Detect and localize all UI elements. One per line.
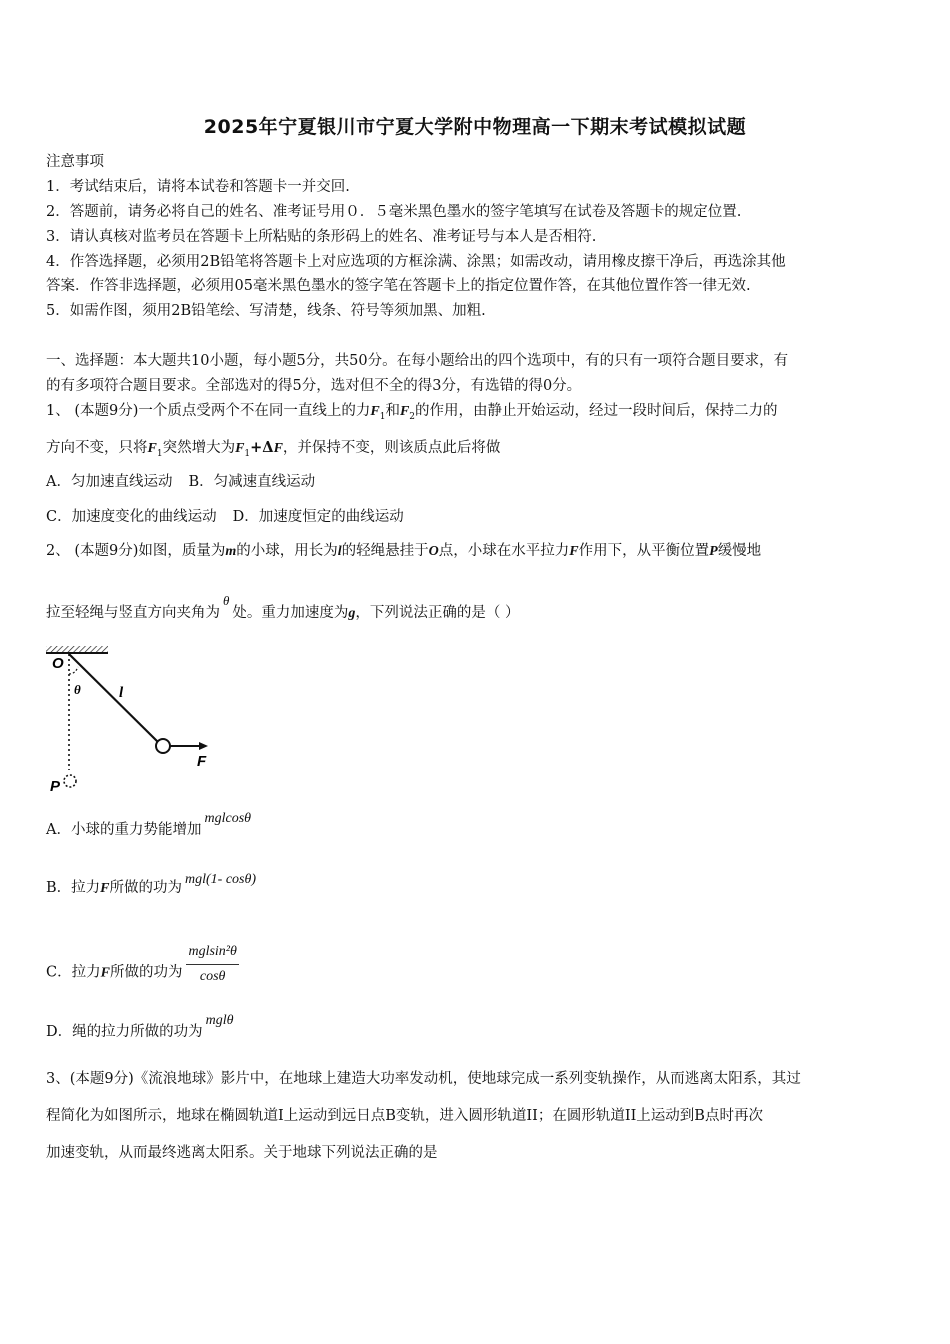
section-intro: 一、选择题：本大题共10小题，每小题5分，共50分。在每小题给出的四个选项中，有的只有一项符合题目要求，有 (46, 353, 789, 369)
q1-option-d[interactable]: D．加速度恒定的曲线运动 (232, 509, 404, 525)
ceiling-hatch (46, 646, 108, 653)
p-label: P (50, 778, 61, 795)
q2-option-d[interactable]: D．绳的拉力所做的功为mglθ (46, 1013, 234, 1040)
notice-item: 2．答题前，请务必将自己的姓名、准考证号用０．５毫米黑色墨水的签字笔填写在试卷及答题卡的规定位置. (46, 204, 742, 220)
q1-option-c[interactable]: C．加速度变化的曲线运动 (46, 509, 217, 525)
optc-denominator: cosθ (199, 969, 226, 984)
o-label: O (52, 655, 64, 672)
force-arrow-head (199, 742, 208, 750)
q1-options-ab (46, 472, 315, 492)
rope-line (69, 654, 162, 746)
notice-heading: 注意事项 (46, 154, 104, 170)
angle-arc (69, 667, 78, 674)
notice-item: 4．作答选择题，必须用2B铅笔将答题卡上对应选项的方框涂满、涂黑；如需改动，请用橡皮擦干净后，再选涂其他 (46, 254, 786, 270)
notice-item: 答案．作答非选择题，必须用05毫米黑色墨水的签字笔在答题卡上的指定位置作答，在其他位置作答一律无效. (46, 278, 751, 294)
q1-option-a[interactable]: A．匀加速直线运动 (46, 474, 173, 490)
notice-item: 5．如需作图，须用2B铅笔绘、写清楚，线条、符号等须加黑、加粗. (46, 303, 486, 319)
l-label: l (119, 685, 124, 701)
q2-stem-line1: 2、 (本题9分)如图，质量为m的小球，用长为l的轻绳悬挂于O点，小球在水平拉力F作用下，从平衡位置P缓慢地 (46, 543, 762, 559)
equilibrium-ball (64, 775, 76, 787)
q3-stem-line1: 3、(本题9分)《流浪地球》影片中，在地球上建造大功率发动机，使地球完成一系列变轨操作，从而逃离太阳系，其过 (46, 1071, 801, 1087)
q1-option-b[interactable]: B．匀减速直线运动 (188, 474, 316, 490)
theta-label: θ (74, 682, 81, 697)
notice-item: 1．考试结束后，请将本试卷和答题卡一并交回. (46, 179, 350, 195)
f-label: F (197, 753, 207, 770)
q2-stem-line2: 拉至轻绳与竖直方向夹角为θ处。重力加速度为g，下列说法正确的是（ ） (46, 593, 520, 621)
q1-stem-line2: 方向不变，只将$F_1$突然增大为$F_1+\Delta F$，并保持不变，则该质点此后将做 (46, 439, 501, 459)
notice-item: 3．请认真核对监考员在答题卡上所粘贴的条形码上的姓名、准考证号与本人是否相符. (46, 229, 597, 245)
q3-stem-line2: 程简化为如图所示，地球在椭圆轨道I上运动到远日点B变轨，进入圆形轨道II；在圆形轨道II上运动到B点时再次 (46, 1108, 763, 1124)
page-title: 2025年宁夏银川市宁夏大学附中物理高一下期末考试模拟试题 (203, 116, 747, 138)
q1-options-cd (46, 507, 404, 527)
optc-numerator: mglsin²θ (186, 942, 238, 965)
q2-option-c[interactable]: C．拉力F所做的功为 $\frac{\text{mglsin²θ}}{\cos\theta}$ (46, 950, 239, 995)
pendulum-figure (40, 640, 220, 800)
ball (156, 739, 170, 753)
q3-stem-line3: 加速变轨，从而最终逃离太阳系。关于地球下列说法正确的是 (46, 1145, 438, 1161)
q2-option-a[interactable]: A．小球的重力势能增加mglcosθ (46, 811, 252, 838)
q1-stem-line1: 1、 (本题9分)一个质点受两个不在同一直线上的力$F_1$和$F_2$的作用，由静止开始运动，经过一段时间后，保持二力的 (46, 403, 778, 422)
section-intro: 的有多项符合题目要求。全部选对的得5分，选对但不全的得3分，有选错的得0分。 (46, 378, 582, 394)
q2-option-b[interactable]: B．拉力F所做的功为mgl(1- cosθ) (46, 872, 257, 896)
